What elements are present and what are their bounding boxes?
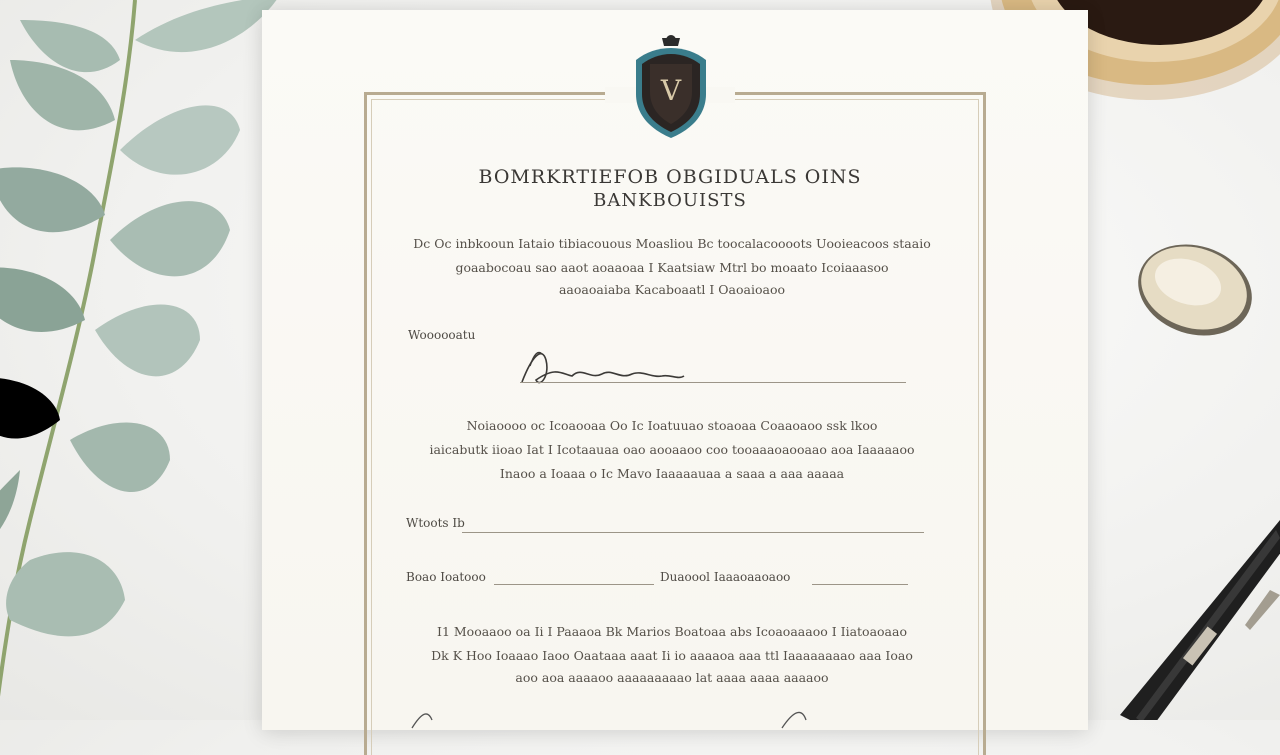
intro-line: goaabocoau sao aaot aoaaoaa I Kaatsiaw Mtrl bo moaato Icoiaaasoo <box>455 260 889 275</box>
field-line <box>494 584 654 585</box>
certificate-title-line-1: BOMRKRTIEFOB OBGIDUALS OINS <box>478 166 862 188</box>
body-line: Inaoo a Ioaaa o Ic Mavo Iaaaaauaa a saaa a aaa aaaaa <box>499 466 845 481</box>
certificate-paper <box>262 10 1088 730</box>
field-label: Duaoool Iaaaoaaoaoo <box>660 570 791 584</box>
crest-emblem <box>628 34 714 144</box>
field-label: Wtoots Ib <box>406 516 465 530</box>
fountain-pen <box>1080 500 1280 720</box>
field-line <box>812 584 908 585</box>
field-label: Woooooatu <box>408 328 476 342</box>
signature-graphic <box>512 336 692 396</box>
bottom-signatures <box>402 702 842 730</box>
body-line: iaicabutk iioao Iat I Icotaauaa oao aooaaoo coo tooaaaoaooaao aoa Iaaaaaoo <box>429 442 915 457</box>
intro-line: Dc Oc inbkooun Iataio tibiacouous Moasliou Bc toocalacoooots Uooieacoos staaio <box>413 236 931 251</box>
signature-line <box>520 382 906 383</box>
footer-line: aoo aoa aaaaoo aaaaaaaaao lat aaaa aaaa aaaaoo <box>515 670 829 685</box>
ring <box>1130 238 1260 342</box>
footer-line: Dk K Hoo Ioaaao Iaoo Oaataaa aaat Ii io aaaaoa aaa ttl Iaaaaaaaao aaa Ioao <box>431 648 913 663</box>
footer-line: I1 Mooaaoo oa Ii I Paaaoa Bk Marios Boatoaa abs Icoaoaaaoo I Iiatoaoaao <box>437 624 907 639</box>
eucalyptus-sprig <box>0 0 300 720</box>
body-line: Noiaoooo oc Icoaooaa Oo Ic Ioatuuao stoaoaa Coaaoaoo ssk lkoo <box>466 418 878 433</box>
crest-letter: V <box>660 74 682 107</box>
certificate-title-line-2: BANKBOUISTS <box>593 190 747 211</box>
intro-line: aaoaoaiaba Kacaboaatl I Oaoaioaoo <box>558 282 786 297</box>
field-line <box>462 532 924 533</box>
field-label: Boao Ioatooo <box>406 570 486 584</box>
